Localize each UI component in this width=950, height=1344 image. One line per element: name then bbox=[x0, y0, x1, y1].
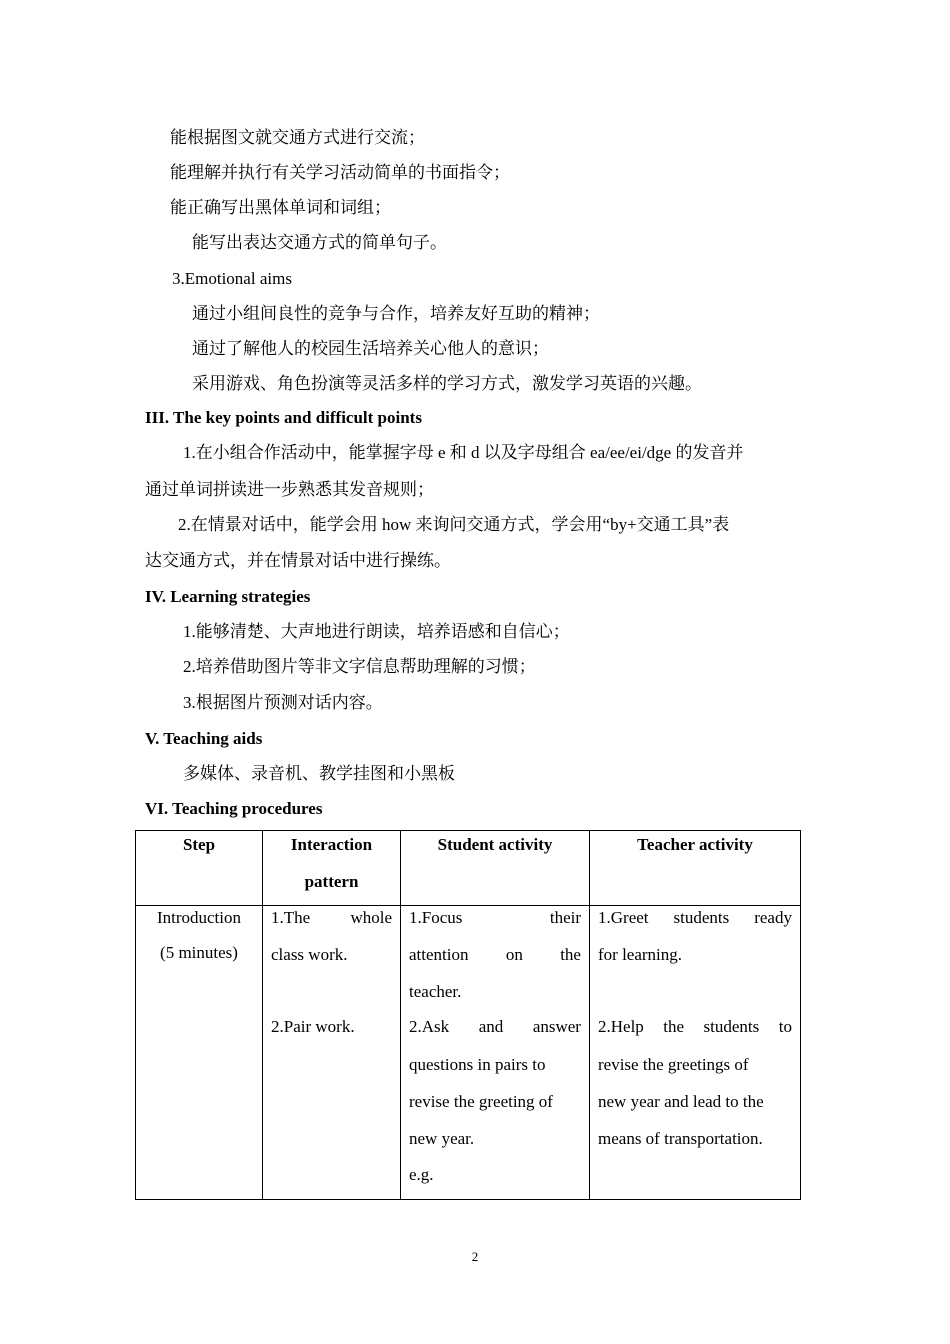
section-heading: V. Teaching aids bbox=[145, 729, 263, 748]
section-subheading: 3.Emotional aims bbox=[172, 269, 292, 288]
cell-step: Introduction (5 minutes) bbox=[136, 906, 263, 1200]
text-line: 能根据图文就交通方式进行交流； bbox=[170, 128, 425, 147]
cell-teacher-activity: 1.Greet students ready for learning. 2.Help the students to revise the greetings of new year and lead to the means of transportation. bbox=[590, 906, 801, 1200]
header-teacher-activity: Teacher activity bbox=[590, 831, 801, 906]
word: attention bbox=[409, 945, 469, 964]
text-line: 多媒体、录音机、教学挂图和小黑板 bbox=[183, 764, 455, 783]
word: on bbox=[505, 945, 523, 964]
word: 1.The bbox=[271, 908, 311, 927]
cell-student-activity: 1.Focus their attention on the teacher. 2.Ask and answer questions in pairs to revise the greeting of new year. e.g. bbox=[401, 906, 590, 1200]
word: 1.Greet bbox=[598, 908, 649, 927]
justified-line bbox=[598, 1016, 792, 1038]
justified-line bbox=[409, 907, 581, 929]
text-line: 2.在情景对话中，能学会用 how 来询问交通方式，学会用“by+交通工具”表 bbox=[178, 515, 730, 534]
word: students bbox=[703, 1017, 760, 1036]
text-line: 通过单词拼读进一步熟悉其发音规则； bbox=[145, 480, 434, 499]
justified-line bbox=[598, 907, 792, 929]
word: 2.Help bbox=[598, 1017, 644, 1036]
word: to bbox=[778, 1017, 792, 1036]
header-step: Step bbox=[136, 831, 263, 906]
word: 2.Ask bbox=[409, 1017, 450, 1036]
header-student-activity: Student activity bbox=[401, 831, 590, 906]
word: the bbox=[663, 1017, 685, 1036]
word: students bbox=[673, 908, 730, 927]
header-interaction: Interaction pattern bbox=[263, 831, 401, 906]
text-line: 能正确写出黑体单词和词组； bbox=[170, 198, 391, 217]
text-line: 1.能够清楚、大声地进行朗读，培养语感和自信心； bbox=[183, 622, 570, 641]
text-line: 能写出表达交通方式的简单句子。 bbox=[192, 233, 447, 252]
text-line: 3.根据图片预测对话内容。 bbox=[183, 693, 383, 712]
justified-line bbox=[271, 907, 392, 929]
text-line: 1.在小组合作活动中，能掌握字母 e 和 d 以及字母组合 ea/ee/ei/dge 的发音并 bbox=[183, 443, 744, 462]
text-line: 采用游戏、角色扮演等灵活多样的学习方式，激发学习英语的兴趣。 bbox=[192, 374, 702, 393]
word: and bbox=[478, 1017, 504, 1036]
cell-interaction: 1.The whole class work. 2.Pair work. bbox=[263, 906, 401, 1200]
word: their bbox=[549, 908, 581, 927]
word: 1.Focus bbox=[409, 908, 463, 927]
justified-line bbox=[409, 944, 581, 966]
text-line: 2.培养借助图片等非文字信息帮助理解的习惯； bbox=[183, 657, 536, 676]
text-line: 通过了解他人的校园生活培养关心他人的意识； bbox=[192, 339, 549, 358]
section-heading: VI. Teaching procedures bbox=[145, 799, 323, 818]
word: whole bbox=[350, 908, 392, 927]
procedures-table bbox=[135, 830, 801, 1200]
word: answer bbox=[532, 1017, 581, 1036]
word: the bbox=[560, 945, 581, 964]
justified-line bbox=[409, 1016, 581, 1038]
section-heading: IV. Learning strategies bbox=[145, 587, 311, 606]
text-line: 通过小组间良性的竞争与合作，培养友好互助的精神； bbox=[192, 304, 600, 323]
section-heading: III. The key points and difficult points bbox=[145, 408, 422, 427]
text-line: 能理解并执行有关学习活动简单的书面指令； bbox=[170, 163, 510, 182]
table-row bbox=[136, 906, 801, 1200]
word: ready bbox=[754, 908, 792, 927]
table-header-row bbox=[136, 831, 801, 906]
page-number: 2 bbox=[471, 1249, 479, 1264]
text-line: 达交通方式，并在情景对话中进行操练。 bbox=[145, 551, 451, 570]
